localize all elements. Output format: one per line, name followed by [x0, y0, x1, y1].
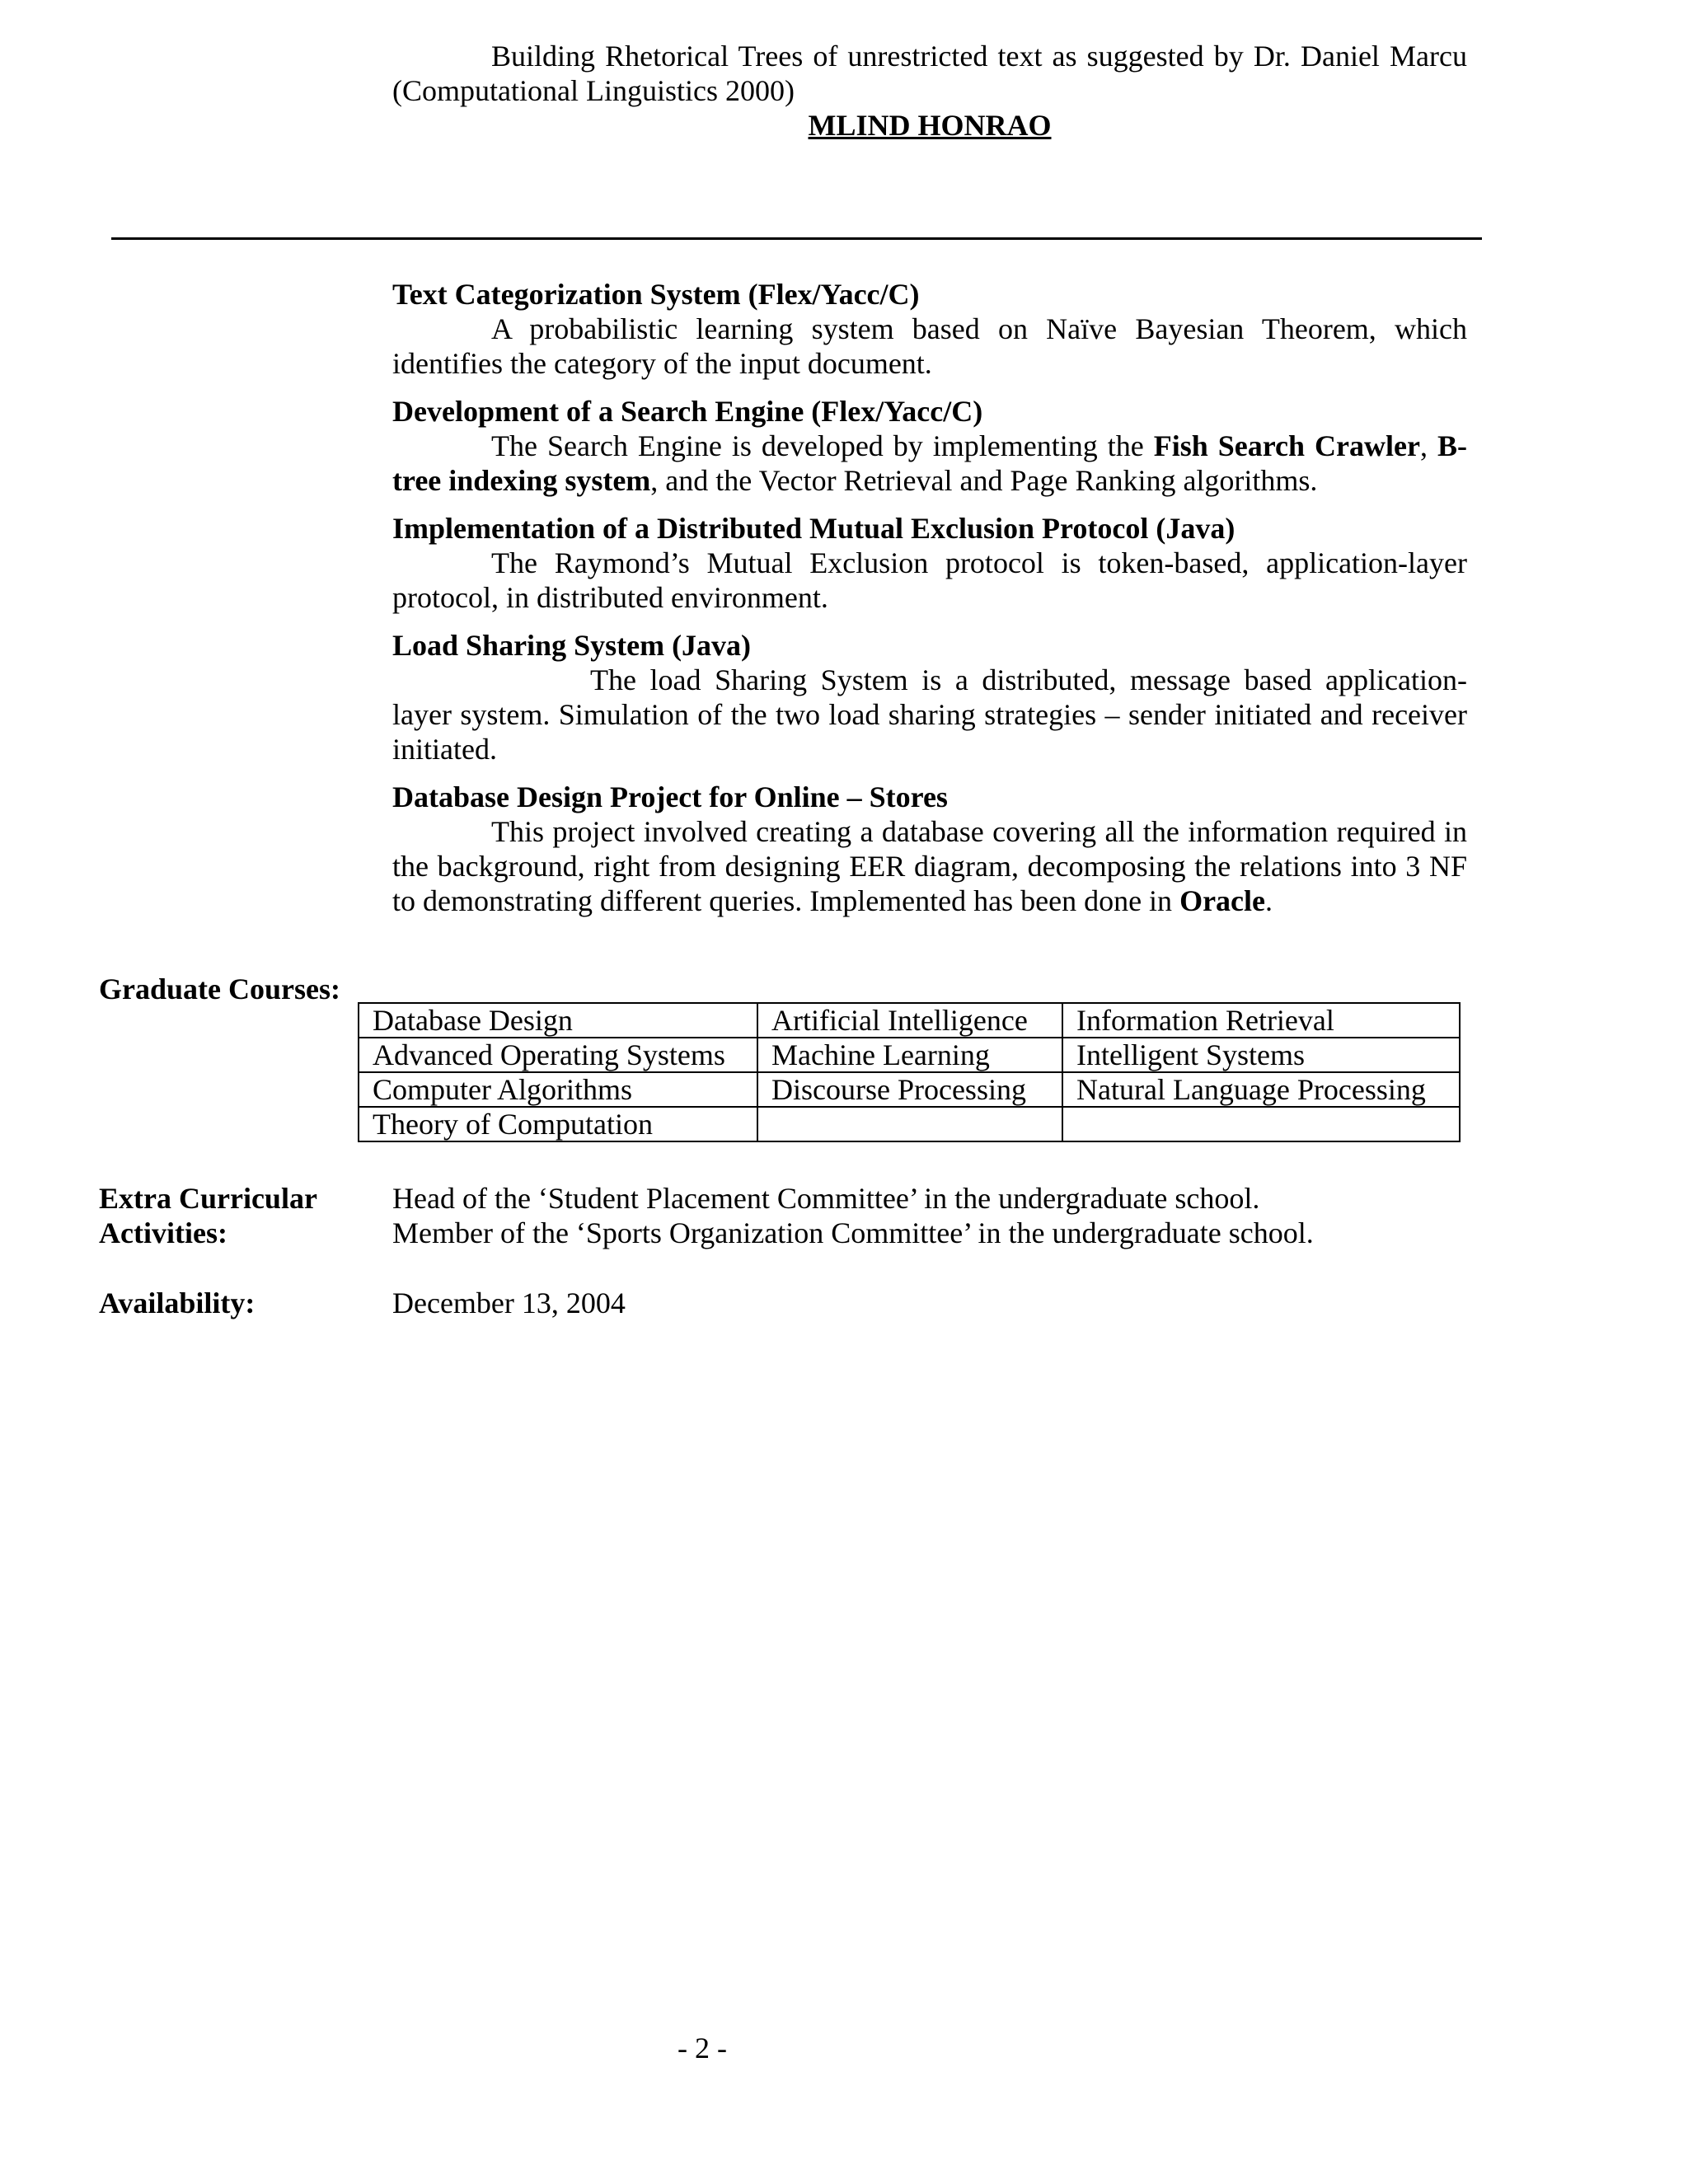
header-text: Building Rhetorical Trees of unrestricted text as suggested by Dr. Daniel Marcu (Computational Linguistics 2000)	[392, 40, 1467, 107]
project-title: Database Design Project for Online – Stores	[392, 780, 948, 813]
project-database-design	[392, 780, 1467, 918]
project-search-engine	[392, 394, 1467, 498]
table-cell: Discourse Processing	[757, 1072, 1062, 1107]
description-text: .	[1265, 884, 1273, 917]
project-description: The Raymond’s Mutual Exclusion protocol is token-based, application-layer protocol, in distributed environment.	[392, 546, 1467, 614]
project-title: Text Categorization System (Flex/Yacc/C)	[392, 278, 920, 311]
project-text-categorization	[392, 277, 1467, 381]
project-load-sharing	[392, 628, 1467, 766]
table-row	[359, 1038, 1460, 1072]
table-cell: Machine Learning	[757, 1038, 1062, 1072]
table-row	[359, 1107, 1460, 1141]
extra-curricular-label-line1: Extra Curricular	[99, 1182, 317, 1215]
extra-curricular-list	[392, 1181, 1314, 1250]
table-cell: Information Retrieval	[1062, 1003, 1460, 1038]
table-cell: Intelligent Systems	[1062, 1038, 1460, 1072]
list-item: Head of the ‘Student Placement Committee’ in the undergraduate school.	[392, 1182, 1260, 1215]
project-description: The load Sharing System is a distributed, message based application-layer system. Simulation of the two load sharing strategies – sender initiated and receiver initiated.	[392, 663, 1467, 766]
description-text: This project involved creating a database covering all the information required in the background, right from designing EER diagram, decomposing the relations into 3 NF to demonstrating different queries. Implemented has been done in	[392, 815, 1467, 917]
project-title: Implementation of a Distributed Mutual Exclusion Protocol (Java)	[392, 512, 1236, 545]
description-bold-text: B-tree indexing system	[392, 429, 1467, 497]
table-cell	[1062, 1107, 1460, 1141]
project-description	[392, 814, 1467, 918]
description-bold-text: Oracle	[1179, 884, 1266, 917]
courses-table	[358, 1002, 1461, 1142]
table-cell: Computer Algorithms	[359, 1072, 757, 1107]
description-text: , and the Vector Retrieval and Page Ranking algorithms.	[650, 464, 1318, 497]
description-text: ,	[1420, 429, 1437, 462]
table-cell: Database Design	[359, 1003, 757, 1038]
table-cell: Advanced Operating Systems	[359, 1038, 757, 1072]
graduate-courses-label: Graduate Courses:	[99, 972, 340, 1005]
table-cell: Theory of Computation	[359, 1107, 757, 1141]
list-item: Member of the ‘Sports Organization Committee’ in the undergraduate school.	[392, 1216, 1314, 1249]
page-number: - 2 -	[678, 2032, 727, 2064]
table-row	[359, 1072, 1460, 1107]
project-title: Load Sharing System (Java)	[392, 629, 752, 662]
extra-curricular-label	[99, 1181, 317, 1250]
table-row	[359, 1003, 1460, 1038]
table-cell	[757, 1107, 1062, 1141]
projects-section	[392, 277, 1467, 931]
availability-label: Availability:	[99, 1286, 256, 1319]
project-title: Development of a Search Engine (Flex/Yacc/C)	[392, 395, 983, 428]
table-cell: Natural Language Processing	[1062, 1072, 1460, 1107]
project-description	[392, 429, 1467, 498]
project-mutual-exclusion	[392, 511, 1467, 615]
description-text: The Search Engine is developed by implementing the	[491, 429, 1154, 462]
horizontal-rule	[111, 237, 1482, 240]
candidate-name: MLIND HONRAO	[808, 109, 1052, 142]
project-description: A probabilistic learning system based on Naïve Bayesian Theorem, which identifies the category of the input document.	[392, 312, 1467, 380]
table-cell: Artificial Intelligence	[757, 1003, 1062, 1038]
availability-date: December 13, 2004	[392, 1286, 626, 1319]
extra-curricular-label-line2: Activities:	[99, 1216, 227, 1249]
description-bold-text: Fish Search Crawler	[1153, 429, 1420, 462]
